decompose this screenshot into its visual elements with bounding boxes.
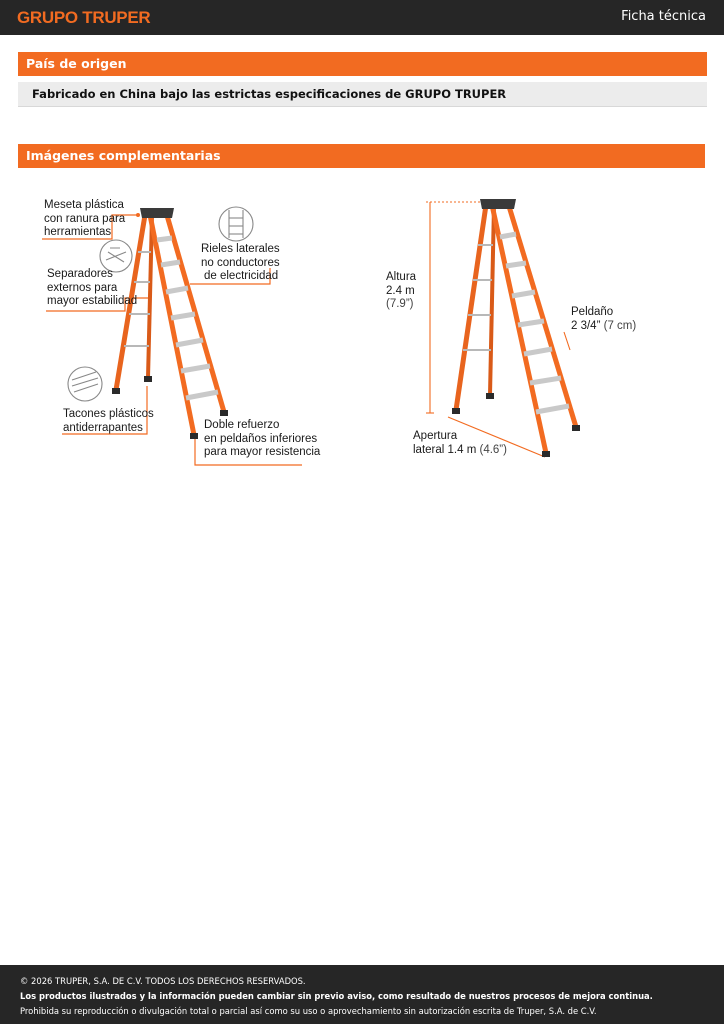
callout-altura: Altura 2.4 m (7.9”) xyxy=(386,271,417,310)
side-rail-icon xyxy=(219,207,253,241)
ladder-illustration-right xyxy=(452,199,580,457)
callout-apertura: Apertura lateral 1.4 m (4.6”) xyxy=(413,430,507,456)
callout-rieles: Rieles laterales no conductores de electricidad xyxy=(201,243,280,282)
anti-slip-feet-icon xyxy=(68,367,102,401)
origin-text: Fabricado en China bajo las estrictas especificaciones de GRUPO TRUPER xyxy=(18,82,707,107)
callout-peldano: Peldaño 2 3/4” (7 cm) xyxy=(571,306,637,332)
callout-doble: Doble refuerzo en peldaños inferiores para mayor resistencia xyxy=(204,419,321,458)
footer xyxy=(0,965,724,1024)
footer-notice: Los productos ilustrados y la información pueden cambiar sin previo aviso, como resultado de nuestros procesos de mejora continua. xyxy=(20,991,653,1001)
callout-separadores: Separadores externos para mayor estabilidad xyxy=(47,268,138,307)
top-bar xyxy=(0,0,724,35)
callout-tacones: Tacones plásticos antiderrapantes xyxy=(63,408,154,434)
footer-copyright: © 2026 TRUPER, S.A. DE C.V. TODOS LOS DERECHOS RESERVADOS. xyxy=(20,976,306,986)
callout-meseta: Meseta plástica con ranura para herramientas xyxy=(44,199,126,238)
brand-logo: GRUPO TRUPER xyxy=(17,8,151,27)
section-heading-origin: País de origen xyxy=(18,52,707,76)
document-type: Ficha técnica xyxy=(621,9,706,24)
footer-prohibition: Prohibida su reproducción o divulgación total o parcial así como su uso o aprovechamiento sin autorización escrita de Truper, S.A. de C.V. xyxy=(20,1006,597,1016)
step-dimension-line xyxy=(564,332,570,350)
section-heading-images: Imágenes complementarias xyxy=(18,144,705,168)
